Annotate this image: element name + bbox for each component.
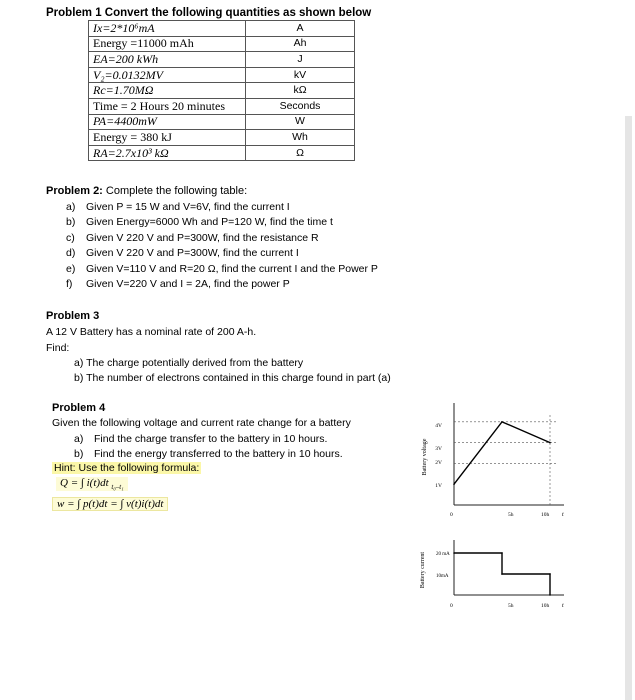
problem3-item-a: a) The charge potentially derived from the battery — [74, 357, 304, 369]
scrollbar[interactable] — [625, 116, 632, 700]
problem2-item-letter: b) — [66, 216, 76, 229]
conversion-row — [89, 130, 355, 146]
problem2-item-text: Given V=110 V and R=20 Ω, find the current I and the Power P — [86, 262, 378, 275]
quantity-cell: PA=4400mW — [89, 114, 246, 130]
problem2-item-letter: a) — [66, 201, 76, 213]
problem3-item-b: b) The number of electrons contained in this charge found in part (a) — [74, 372, 391, 385]
problem2-item-text: Given P = 15 W and V=6V, find the current I — [86, 201, 290, 213]
voltage-tick-2v: 2V — [435, 460, 442, 466]
problem4-heading: Problem 4 — [52, 402, 106, 414]
current-chart — [420, 540, 564, 609]
voltage-series-line — [454, 422, 550, 484]
voltage-tick-1v: 1V — [435, 483, 442, 489]
conversion-row — [89, 98, 355, 114]
problem4-item-b — [74, 447, 343, 462]
voltage-tick-3v: 3V — [435, 446, 442, 452]
unit-cell: Seconds — [246, 98, 355, 114]
charge-formula-text: Q = ∫ i(t)dt — [60, 477, 109, 489]
current-xlabel: t — [562, 603, 564, 609]
problem4-item-a — [74, 432, 343, 447]
quantity-cell: V₂=0.0132MV — [89, 67, 246, 83]
problem4-list — [74, 432, 343, 461]
unit-cell: W — [246, 114, 355, 130]
problem2-item — [66, 200, 378, 215]
unit-cell: J — [246, 52, 355, 68]
current-xtick-10h: 10h — [541, 603, 550, 609]
problem1-title: Problem 1 Convert the following quantities as shown below — [46, 7, 372, 19]
voltage-xtick-0: 0 — [450, 512, 453, 518]
problem2-item-letter: c) — [66, 231, 75, 244]
conversion-row — [89, 52, 355, 68]
conversion-row — [89, 67, 355, 83]
unit-cell: kΩ — [246, 83, 355, 99]
unit-cell: A — [246, 21, 355, 37]
problem4-intro: Given the following voltage and current rate change for a battery — [52, 417, 351, 429]
conversion-row — [89, 36, 355, 52]
problem2-item-text: Given V 220 V and P=300W, find the current I — [86, 247, 299, 260]
problem2-item-text: Given V 220 V and P=300W, find the resistance R — [86, 231, 319, 244]
current-point — [549, 594, 551, 596]
hint-text: Hint: Use the following formula: — [54, 462, 200, 474]
voltage-xtick-5h: 5h — [508, 512, 514, 518]
charge-formula-lower: t₀ — [111, 483, 116, 491]
voltage-tick-4v: 4V — [435, 423, 442, 429]
problem2-heading — [46, 185, 247, 197]
problem2-item — [66, 246, 378, 261]
voltage-xtick-10h: 10h — [541, 512, 550, 518]
problem3-line2: Find: — [46, 341, 70, 354]
charge-formula — [56, 477, 128, 491]
problem3-heading: Problem 3 — [46, 310, 100, 322]
problem2-item — [66, 262, 378, 277]
voltage-point — [453, 483, 455, 485]
problem4-item-a-text: Find the charge transfer to the battery in 10 hours. — [94, 433, 328, 445]
current-tick-10ma: 10mA — [436, 574, 449, 579]
conversion-row — [89, 114, 355, 130]
problem4-item-a-letter: a) — [74, 433, 84, 445]
quantity-cell: Time = 2 Hours 20 minutes — [89, 98, 246, 114]
unit-cell: Wh — [246, 130, 355, 146]
voltage-point — [501, 421, 503, 423]
problem3-line1: A 12 V Battery has a nominal rate of 200 A-h. — [46, 326, 257, 338]
unit-cell: Ah — [246, 36, 355, 52]
problem2-item — [66, 231, 378, 246]
voltage-point — [549, 442, 551, 444]
unit-cell: Ω — [246, 145, 355, 161]
problem2-item-text: Given Energy=6000 Wh and P=120 W, find the time t — [86, 216, 333, 229]
problem2-item-letter: d) — [66, 247, 76, 260]
current-point — [501, 552, 503, 554]
problem2-item — [66, 277, 378, 292]
quantity-cell: Ix=2*10⁶mA — [89, 21, 246, 37]
energy-formula: w = ∫ p(t)dt = ∫ v(t)i(t)dt — [52, 497, 168, 511]
current-tick-20ma: 20 mA — [436, 552, 450, 557]
conversion-row — [89, 21, 355, 37]
problem2-item-letter: f) — [66, 278, 73, 291]
problem4-item-b-letter: b) — [74, 447, 84, 460]
conversion-row — [89, 83, 355, 99]
quantity-cell: Energy =11000 mAh — [89, 36, 246, 52]
unit-cell: kV — [246, 67, 355, 83]
problem2-intro: Complete the following table: — [102, 185, 248, 197]
current-point — [453, 552, 455, 554]
current-point — [501, 573, 503, 575]
problem2-item-text: Given V=220 V and I = 2A, find the power P — [86, 278, 290, 291]
voltage-chart — [422, 403, 564, 518]
current-xtick-0: 0 — [450, 603, 453, 609]
conversion-table — [88, 20, 355, 161]
conversion-row — [89, 145, 355, 161]
quantity-cell: Rc=1.70MΩ — [89, 83, 246, 99]
current-point — [549, 573, 551, 575]
problem2-item — [66, 215, 378, 230]
problem4-item-b-text: Find the energy transferred to the battery in 10 hours. — [94, 447, 343, 460]
quantity-cell: Energy = 380 kJ — [89, 130, 246, 146]
charge-formula-limits: t₀–t₁ — [111, 483, 124, 491]
quantity-cell: RA=2.7x10³ kΩ — [89, 145, 246, 161]
voltage-ylabel: Battery voltage — [422, 438, 428, 476]
battery-charts — [412, 395, 572, 625]
voltage-xlabel: t — [562, 512, 564, 518]
quantity-cell: EA=200 kWh — [89, 52, 246, 68]
problem2-list — [66, 200, 378, 292]
problem2-item-letter: e) — [66, 262, 76, 275]
current-xtick-5h: 5h — [508, 603, 514, 609]
problem2-label: Problem 2: — [46, 185, 103, 197]
current-ylabel: Battery current — [420, 551, 426, 589]
charge-formula-upper: t₁ — [119, 483, 124, 491]
problem3-list — [74, 356, 391, 387]
problem3-text — [46, 325, 256, 356]
